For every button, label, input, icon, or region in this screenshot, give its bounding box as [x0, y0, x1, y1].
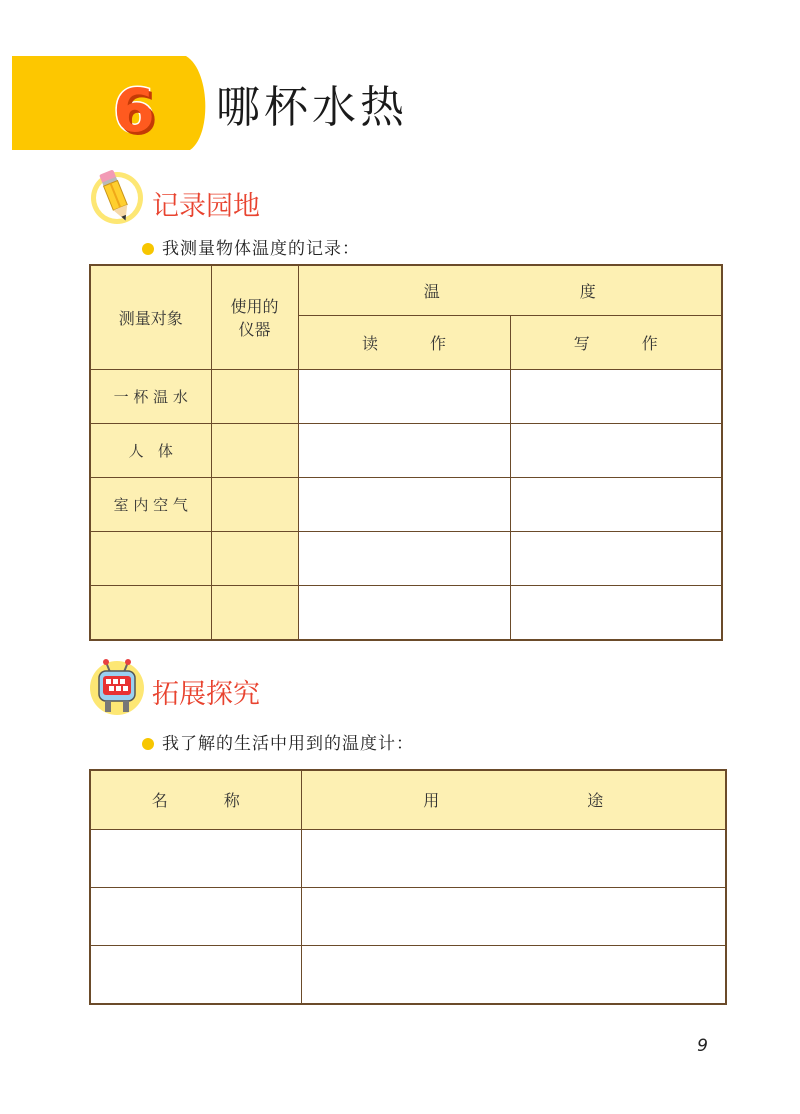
read-cell[interactable] — [298, 369, 510, 423]
read-cell[interactable] — [298, 478, 510, 532]
header-read-char-2: 作 — [430, 333, 447, 353]
bullet-dot-icon — [142, 738, 154, 750]
read-cell[interactable] — [298, 586, 510, 640]
header-name — [90, 770, 301, 829]
header-write-char-2: 作 — [641, 333, 658, 353]
header-write — [510, 315, 722, 369]
table-row — [90, 829, 726, 887]
table-row — [90, 532, 722, 586]
write-cell[interactable] — [510, 369, 722, 423]
lesson-banner — [0, 0, 800, 160]
instrument-cell[interactable] — [211, 532, 298, 586]
pencil-icon — [88, 166, 148, 228]
header-name-char-2: 称 — [223, 791, 240, 811]
header-object: 测量对象 — [90, 265, 211, 369]
read-cell[interactable] — [298, 532, 510, 586]
header-read — [298, 315, 510, 369]
row-label-empty[interactable] — [90, 586, 211, 640]
header-name-char-1: 名 — [151, 791, 168, 811]
record-table-header-row-1 — [90, 265, 722, 315]
header-write-char-1: 写 — [573, 333, 590, 353]
thermometer-table-header — [90, 770, 726, 829]
table-row — [90, 478, 722, 532]
record-section-title: 记录园地 — [152, 191, 260, 222]
explore-prompt — [142, 729, 414, 754]
row-label: 人 体 — [90, 423, 211, 477]
name-cell[interactable] — [90, 887, 301, 945]
row-label: 一 杯 温 水 — [90, 369, 211, 423]
write-cell[interactable] — [510, 478, 722, 532]
header-temperature-char-2: 度 — [579, 281, 596, 301]
page-number: 9 — [697, 1036, 708, 1056]
record-prompt-text: 我测量物体温度的记录： — [162, 239, 360, 259]
header-use-char-1: 用 — [423, 791, 440, 811]
use-cell[interactable] — [301, 946, 726, 1004]
write-cell[interactable] — [510, 532, 722, 586]
table-row — [90, 946, 726, 1004]
instrument-cell[interactable] — [211, 423, 298, 477]
lesson-title: 哪杯水热 — [216, 82, 408, 133]
write-cell[interactable] — [510, 423, 722, 477]
row-label-empty[interactable] — [90, 532, 211, 586]
instrument-cell[interactable] — [211, 369, 298, 423]
table-row — [90, 887, 726, 945]
instrument-cell[interactable] — [211, 586, 298, 640]
instrument-cell[interactable] — [211, 478, 298, 532]
bullet-dot-icon — [142, 243, 154, 255]
header-instrument-line2: 仪器 — [238, 320, 271, 340]
use-cell[interactable] — [301, 829, 726, 887]
use-cell[interactable] — [301, 887, 726, 945]
explore-prompt-text: 我了解的生活中用到的温度计： — [162, 734, 414, 754]
table-row — [90, 586, 722, 640]
write-cell[interactable] — [510, 586, 722, 640]
table-row — [90, 369, 722, 423]
record-table — [89, 264, 723, 641]
lesson-number: 6 — [113, 76, 155, 146]
header-instrument-line1: 使用的 — [230, 297, 279, 317]
table-row — [90, 423, 722, 477]
explore-section-title: 拓展探究 — [152, 679, 260, 710]
robot-icon — [88, 656, 148, 720]
row-label: 室 内 空 气 — [90, 478, 211, 532]
header-use — [301, 770, 726, 829]
header-temperature-char-1: 温 — [423, 281, 440, 301]
header-temperature — [298, 265, 722, 315]
name-cell[interactable] — [90, 946, 301, 1004]
read-cell[interactable] — [298, 423, 510, 477]
header-read-char-1: 读 — [361, 333, 378, 353]
header-instrument — [211, 265, 298, 369]
header-use-char-2: 途 — [587, 791, 604, 811]
thermometer-table — [89, 769, 727, 1005]
name-cell[interactable] — [90, 829, 301, 887]
record-prompt — [142, 234, 360, 259]
